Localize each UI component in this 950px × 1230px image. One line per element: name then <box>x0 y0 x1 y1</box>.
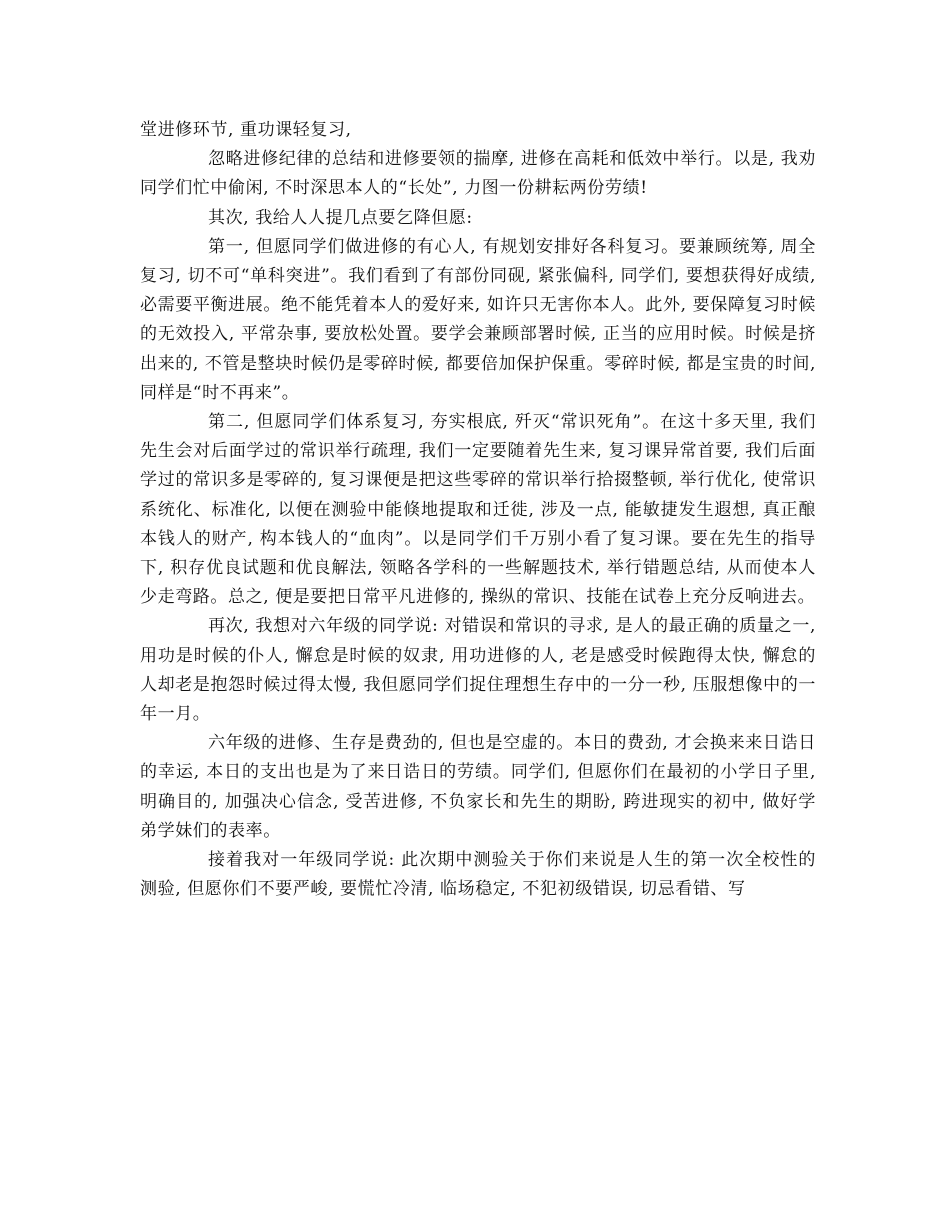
paragraph-5: 第二, 但愿同学们体系复习, 夯实根底, 歼灭“常识死角”。在这十多天里, 我们先生会对后面学过的常识举行疏理, 我们一定要随着先生来, 复习课异常首要, 我们后面学过的常识多是零碎的, 复习课便是把这些零碎的常识举行拾掇整顿, 举行优化, 使常识系统化、标准化, 以便在测验中能倏地提取和迁徙, 涉及一点, 能敏捷发生遐想, 真正酿本钱人的财产, 构本钱人的“血肉”。以是同学们千万别小看了复习课。要在先生的指导下, 积存优良试题和优良解法, 领略各学科的一些解题技术, 举行错题总结, 从而使本人少走弯路。总之, 便是要把日常平凡进修的, 操纵的常识、技能在试卷上充分反响进去。 <box>140 412 816 608</box>
paragraph-8: 接着我对一年级同学说: 此次期中测验关于你们来说是人生的第一次全校性的测验, 但愿你们不要严峻, 要慌忙冷清, 临场稳定, 不犯初级错误, 切忌看错、写 <box>140 850 816 900</box>
paragraph-3: 其次, 我给人人提几点要乞降但愿: <box>208 207 473 228</box>
document-body <box>140 116 816 904</box>
paragraph-2: 忽略进修纪律的总结和进修要领的揣摩, 进修在高耗和低效中举行。以是, 我劝同学们忙中偷闲, 不时深思本人的“长处”, 力图一份耕耘两份劳绩! <box>140 149 816 199</box>
paragraph-4: 第一, 但愿同学们做进修的有心人, 有规划安排好各科复习。要兼顾统筹, 周全复习, 切不可“单科突进”。我们看到了有部份同砚, 紧张偏科, 同学们, 要想获得好成绩, 必需要平衡进展。绝不能凭着本人的爱好来, 如许只无害你本人。此外, 要保障复习时候的无效投入, 平常杂事, 要放松处置。要学会兼顾部署时候, 正当的应用时候。时候是挤出来的, 不管是整块时候仍是零碎时候, 都要倍加保护保重。零碎时候, 都是宝贵的时间, 同样是“时不再来”。 <box>140 236 816 403</box>
paragraph-6: 再次, 我想对六年级的同学说: 对错误和常识的寻求, 是人的最正确的质量之一, 用功是时候的仆人, 懈怠是时候的奴隶, 用功进修的人, 老是感受时候跑得太快, 懈怠的人却老是抱怨时候过得太慢, 我但愿同学们捉住理想生存中的一分一秒, 压服想像中的一年一月。 <box>140 616 816 725</box>
paragraph-7: 六年级的进修、生存是费劲的, 但也是空虚的。本日的费劲, 才会换来来日诰日的幸运, 本日的支出也是为了来日诰日的劳绩。同学们, 但愿你们在最初的小学日子里, 明确目的, 加强决心信念, 受苦进修, 不负家长和先生的期盼, 跨进现实的初中, 做好学弟学妹们的表率。 <box>140 733 816 841</box>
paragraph-1: 堂进修环节, 重功课轻复习, <box>140 120 352 140</box>
